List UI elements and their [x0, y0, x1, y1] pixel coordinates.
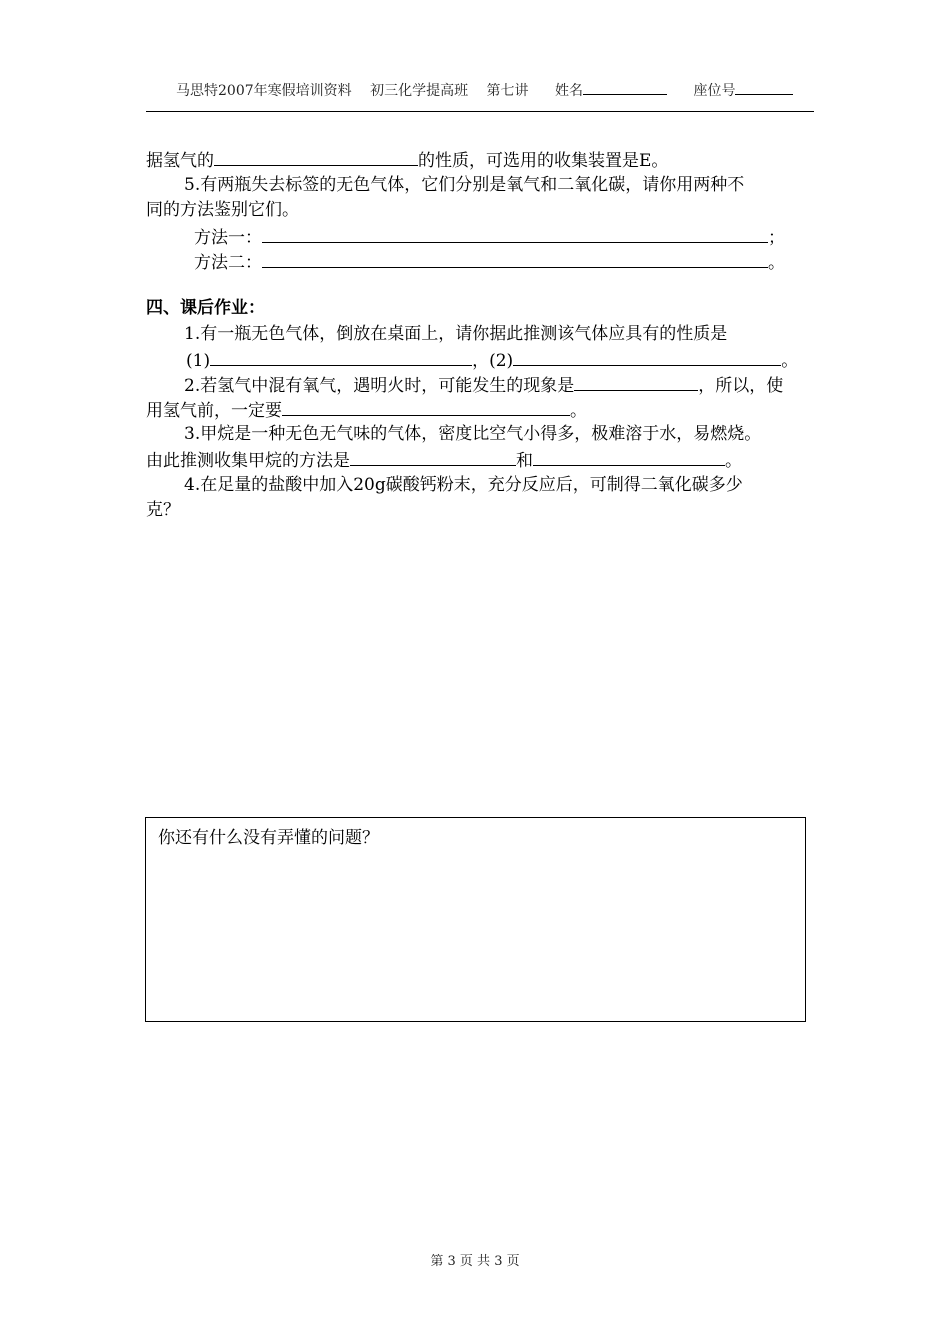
header-class: 初三化学提高班 [370, 83, 469, 99]
hw3-line2 [146, 447, 742, 473]
page-header [146, 80, 814, 100]
method1-label: 方法一： [194, 228, 262, 248]
name-blank[interactable] [583, 80, 667, 95]
method1-end: ； [768, 228, 785, 248]
hw3-line1: 3.甲烷是一种无色无气味的气体，密度比空气小得多，极难溶于水，易燃烧。 [184, 424, 762, 444]
hw2-line2 [146, 397, 587, 423]
method2-blank[interactable] [262, 249, 768, 268]
method2-end: 。 [768, 253, 785, 273]
header-school: 马思特2007年寒假培训资料 [176, 83, 352, 99]
hw2-prefix: 2.若氢气中混有氧气，遇明火时，可能发生的现象是 [184, 376, 575, 396]
hw3-blank2[interactable] [533, 447, 725, 466]
hw2-end: 。 [570, 401, 587, 421]
hw2-suffix: ，所以，使 [698, 376, 784, 396]
q5-method1 [194, 224, 785, 250]
hw3-prefix: 由此推测收集甲烷的方法是 [146, 451, 350, 471]
hw1-blank1[interactable] [210, 347, 472, 366]
q4-suffix: 的性质，可选用的收集装置是E。 [418, 151, 669, 171]
hw1-line1: 1.有一瓶无色气体，倒放在桌面上，请你据此推测该气体应具有的性质是 [184, 324, 728, 344]
hw1-sep: ，(2) [472, 351, 514, 371]
header-divider [146, 111, 814, 112]
hw2-line2-prefix: 用氢气前，一定要 [146, 401, 282, 421]
q5-line1: 5.有两瓶失去标签的无色气体，它们分别是氧气和二氧化碳，请你用两种不 [184, 175, 745, 195]
hw3-end: 。 [725, 451, 742, 471]
hw1-end: 。 [781, 351, 799, 371]
section4-heading: 四、课后作业： [146, 298, 265, 318]
page-footer: 第 3 页 共 3 页 [430, 1254, 520, 1269]
q5-method2 [194, 249, 785, 275]
method1-blank[interactable] [262, 224, 768, 243]
hw2-blank2[interactable] [282, 397, 570, 416]
hw3-mid: 和 [516, 451, 533, 471]
q4-blank[interactable] [214, 147, 418, 166]
seat-blank[interactable] [735, 80, 793, 95]
hw1-part1: (1) [186, 351, 211, 371]
hw2-blank1[interactable] [574, 372, 698, 391]
hw4-line1: 4.在足量的盐酸中加入20g碳酸钙粉末，充分反应后，可制得二氧化碳多少 [184, 475, 743, 495]
method2-label: 方法二： [194, 253, 262, 273]
hw3-blank1[interactable] [350, 447, 516, 466]
hw2-line1 [184, 372, 783, 398]
q4-continuation-line [146, 147, 668, 173]
q5-line2: 同的方法鉴别它们。 [146, 200, 299, 220]
q4-prefix: 据氢气的 [146, 151, 214, 171]
questions-prompt: 你还有什么没有弄懂的问题？ [158, 828, 379, 848]
hw1-blank2[interactable] [513, 347, 781, 366]
header-seat-label: 座位号 [693, 83, 736, 99]
questions-box[interactable] [145, 817, 806, 1022]
hw1-line2 [186, 347, 798, 373]
header-lecture: 第七讲 [486, 83, 529, 99]
hw4-line2: 克？ [146, 500, 180, 520]
header-name-label: 姓名 [555, 83, 583, 99]
